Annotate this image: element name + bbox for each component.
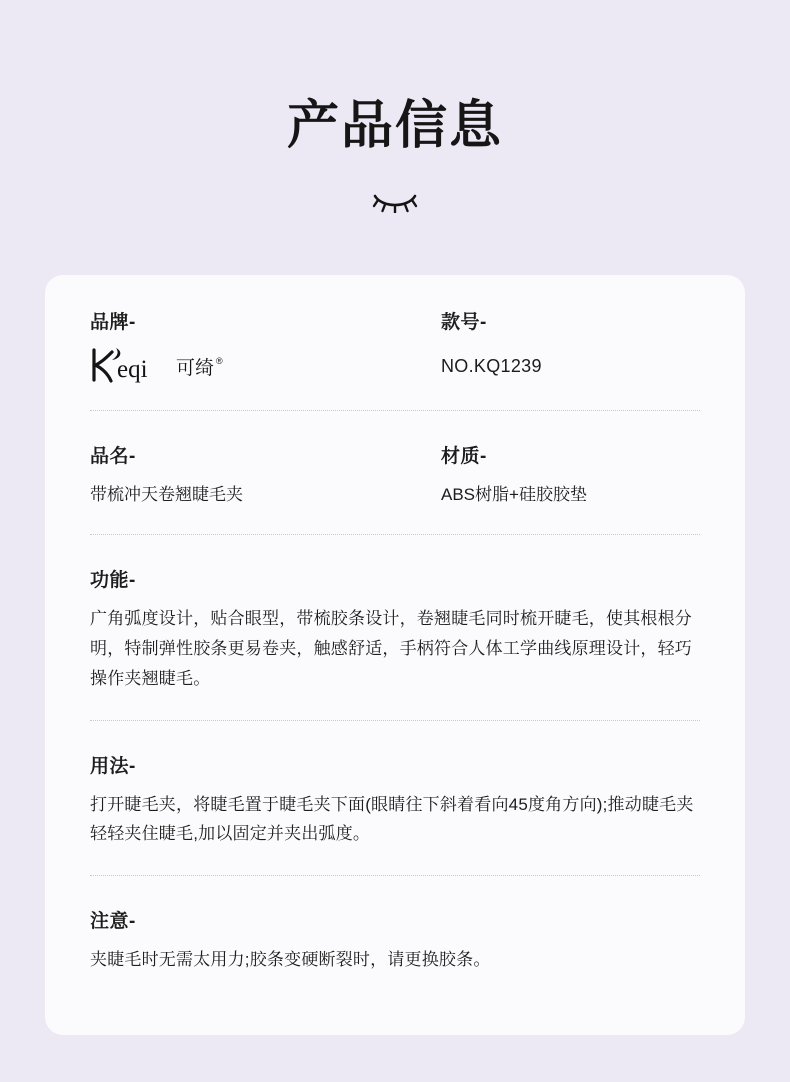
field-label-usage: 用法- [90,755,136,777]
section-usage [90,721,700,877]
eyelash-icon [0,189,790,217]
section-function [90,535,700,720]
product-info-card [45,275,745,1035]
field-product-name [90,441,395,508]
svg-text:eqi: eqi [117,356,148,383]
field-label-function: 功能- [90,570,136,592]
svg-text:®: ® [216,356,223,366]
field-label-brand: 品牌- [90,312,136,333]
field-value-material: ABS树脂+硅胶胶垫 [441,485,587,504]
field-value-model: NO.KQ1239 [441,356,542,376]
field-brand [90,307,395,386]
field-value-product-name: 带梳冲天卷翘睫毛夹 [90,485,243,504]
field-label-material: 材质- [441,446,487,467]
table-row [90,411,700,535]
field-material [395,441,700,508]
field-value-caution: 夹睫毛时无需太用力;胶条变硬断裂时，请更换胶条。 [90,950,491,970]
field-label-caution: 注意- [90,911,136,933]
section-caution [90,876,700,1001]
field-model [395,307,700,386]
page-title: 产品信息 [286,97,503,155]
field-value-usage: 打开睫毛夹，将睫毛置于睫毛夹下面(眼睛往下斜着看向45度角方向);推动睫毛夹轻轻夹住睫毛,加以固定并夹出弧度。 [90,794,694,844]
svg-text:可绮: 可绮 [176,358,215,379]
field-label-model: 款号- [441,312,487,333]
field-value-function: 广角弧度设计，贴合眼型，带梳胶条设计，卷翘睫毛同时梳开睫毛，使其根根分明，特制弹性胶条更易卷夹，触感舒适，手柄符合人体工学曲线原理设计，轻巧操作夹翘睫毛。 [90,609,692,688]
table-row [90,275,700,411]
brand-logo [90,344,395,386]
field-label-product-name: 品名- [90,446,136,467]
